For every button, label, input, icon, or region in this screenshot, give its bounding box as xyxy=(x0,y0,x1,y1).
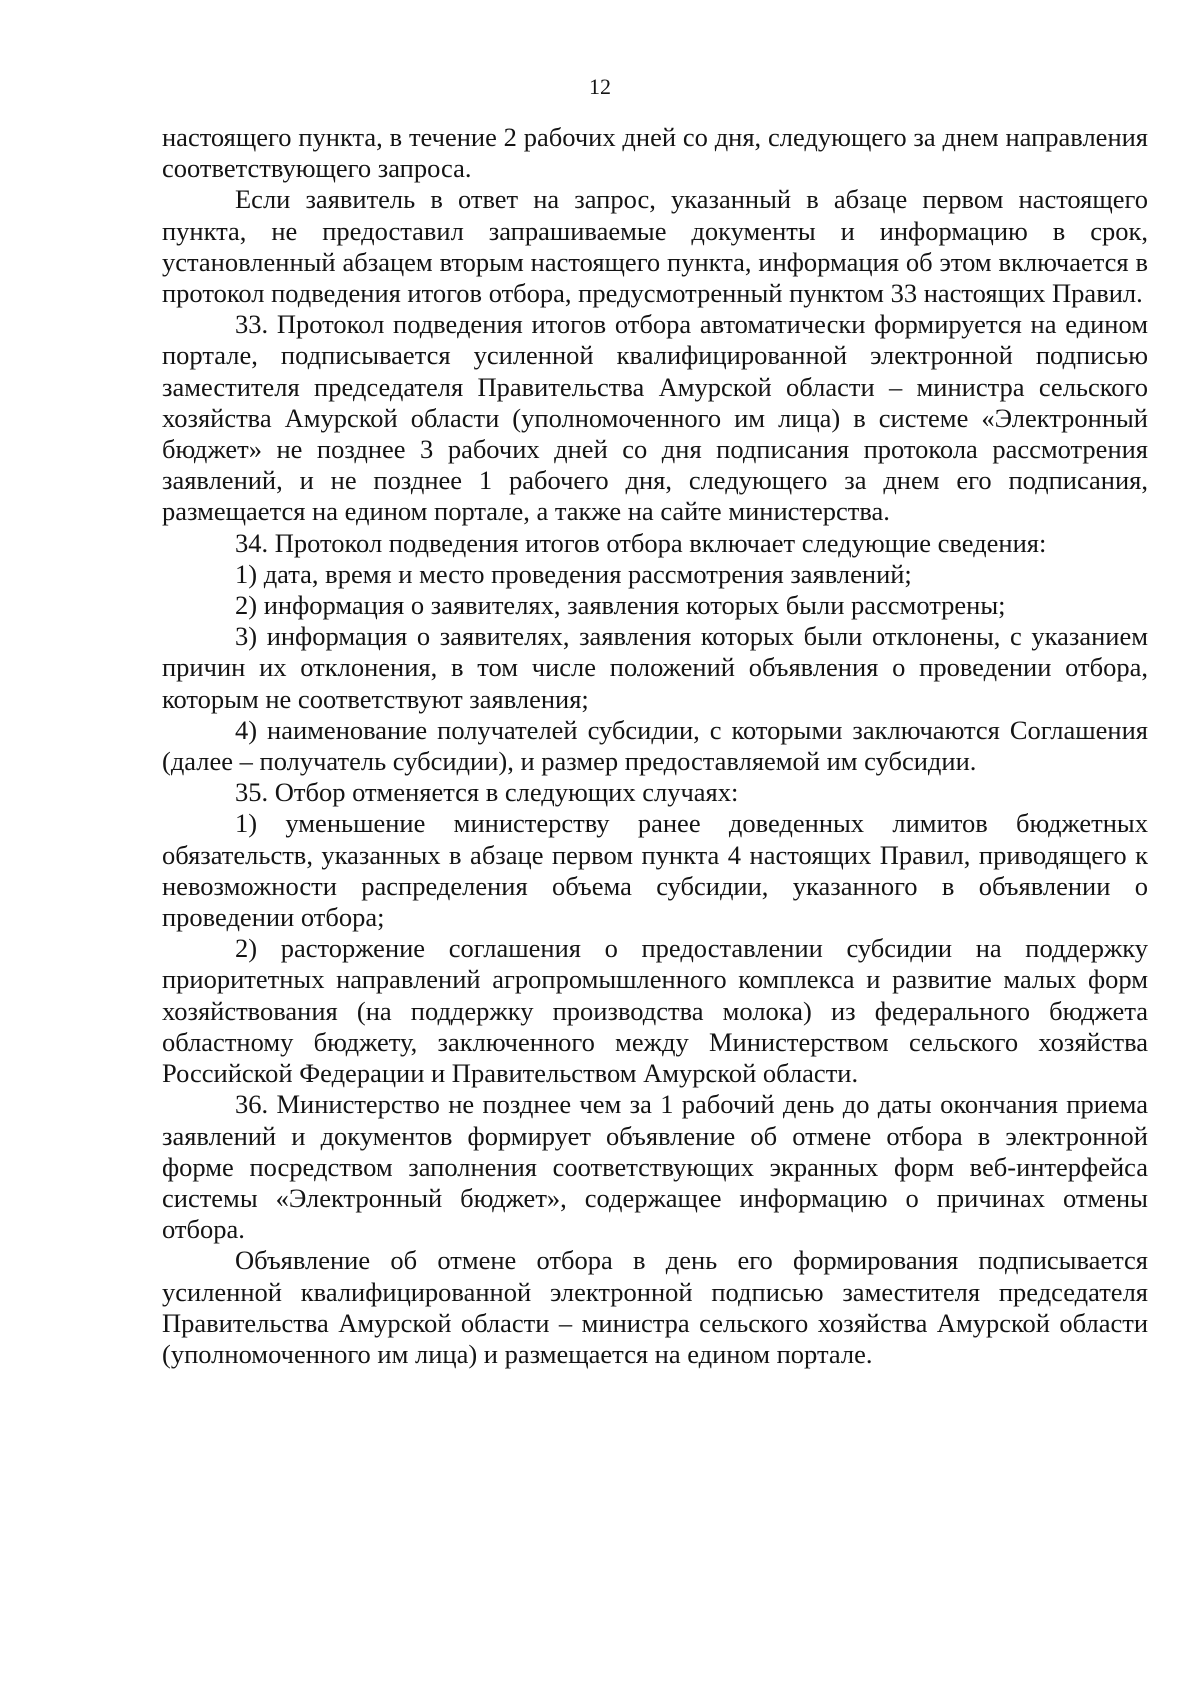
paragraph-item-36: 36. Министерство не позднее чем за 1 рабочий день до даты окончания приема заявлений и документов формирует объявление об отмене отбора в электронной форме посредством заполнения соответствующих экранных форм веб-интерфейса системы «Электронный бюджет», содержащее информацию о причинах отмены отбора. xyxy=(162,1089,1148,1245)
paragraph-item-34-3: 3) информация о заявителях, заявления которых были отклонены, с указанием причин их отклонения, в том числе положений объявления о проведении отбора, которым не соответствуют заявления; xyxy=(162,621,1148,714)
paragraph-item-35: 35. Отбор отменяется в следующих случаях: xyxy=(235,777,739,808)
paragraph-applicant-no-documents: Если заявитель в ответ на запрос, указанный в абзаце первом настоящего пункта, не предоставил запрашиваемые документы и информацию в срок, установленный абзацем вторым настоящего пункта, информация об этом включается в протокол подведения итогов отбора, предусмотренный пунктом 33 настоящих Правил. xyxy=(162,184,1148,309)
paragraph-item-34-1: 1) дата, время и место проведения рассмотрения заявлений; xyxy=(235,558,912,589)
paragraph-item-34-2: 2) информация о заявителях, заявления которых были рассмотрены; xyxy=(235,590,1006,621)
paragraph-cancellation-notice: Объявление об отмене отбора в день его формирования подписывается усиленной квалифицированной электронной подписью заместителя председателя Правительства Амурской области – министра сельского хозяйства Амурской области (уполномоченного им лица) и размещается на едином портале. xyxy=(162,1245,1148,1369)
paragraph-item-34-4: 4) наименование получателей субсидии, с которыми заключаются Соглашения (далее – получатель субсидии), и размер предоставляемой им субсидии. xyxy=(162,714,1148,777)
paragraph-item-33: 33. Протокол подведения итогов отбора автоматически формируется на едином портале, подписывается усиленной квалифицированной электронной подписью заместителя председателя Правительства Амурской области – министра сельского хозяйства Амурской области (уполномоченного им лица) в системе «Электронный бюджет» не позднее 3 рабочих дней со дня подписания протокола рассмотрения заявлений, и не позднее 1 рабочего дня, следующего за днем его подписания, размещается на едином портале, а также на сайте министерства. xyxy=(162,309,1148,527)
paragraph-continuation: настоящего пункта, в течение 2 рабочих дней со дня, следующего за днем направления соответствующего запроса. xyxy=(162,122,1148,184)
document-body xyxy=(162,122,1148,1370)
paragraph-item-35-2: 2) расторжение соглашения о предоставлении субсидии на поддержку приоритетных направлений агропромышленного комплекса и развитие малых форм хозяйствования (на поддержку производства молока) из федерального бюджета областному бюджету, заключенного между Министерством сельского хозяйства Российской Федерации и Правительством Амурской области. xyxy=(162,933,1148,1089)
paragraph-item-34: 34. Протокол подведения итогов отбора включает следующие сведения: xyxy=(235,527,1047,558)
paragraph-item-35-1: 1) уменьшение министерству ранее доведенных лимитов бюджетных обязательств, указанных в абзаце первом пункта 4 настоящих Правил, приводящего к невозможности распределения объема субсидии, указанного в объявлении о проведении отбора; xyxy=(162,808,1148,933)
page-number: 12 xyxy=(589,74,611,99)
